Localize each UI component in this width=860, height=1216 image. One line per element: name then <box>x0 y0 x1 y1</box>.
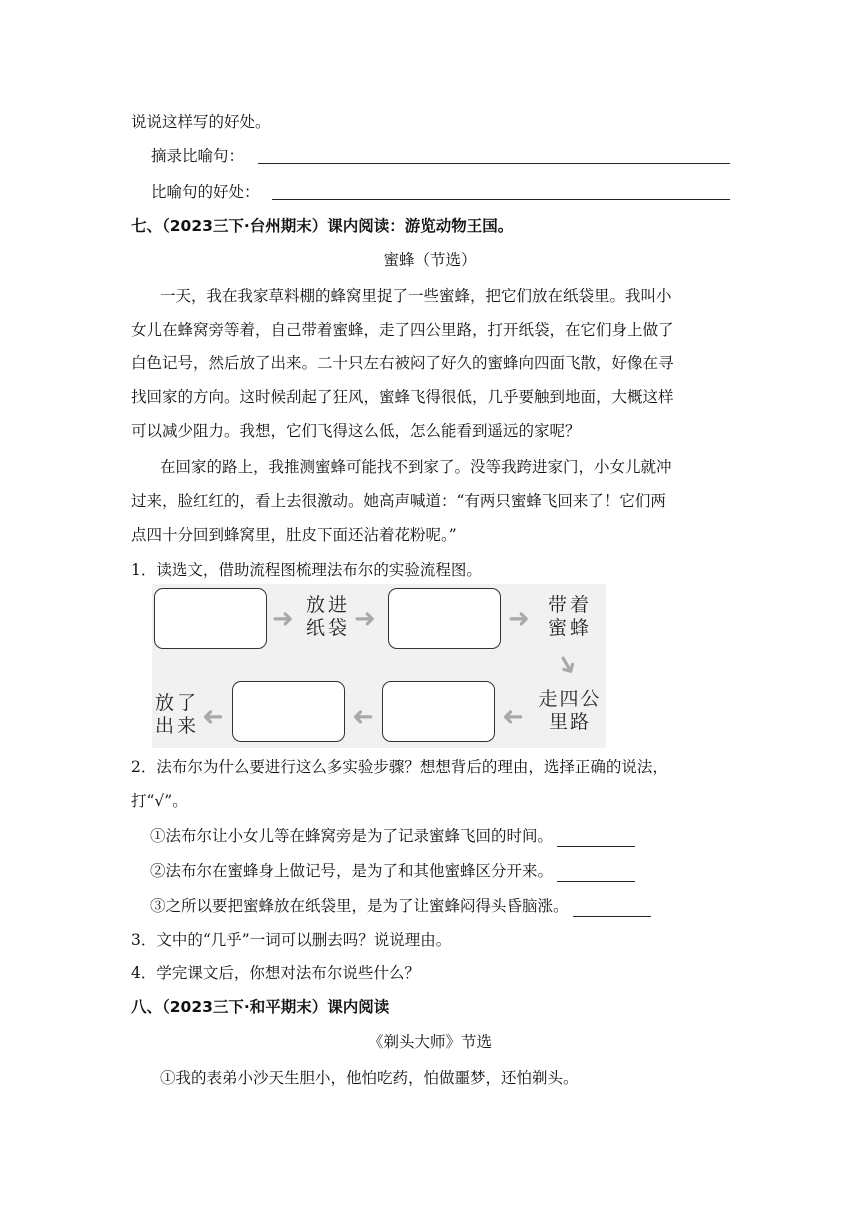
section7-title: 蜜蜂（节选） <box>383 251 477 269</box>
flow-label-put-in-bag: 放进 纸袋 <box>305 594 350 639</box>
para2-line: 过来，脸红红的，看上去很激动。她高声喊道：“有两只蜜蜂飞回来了！它们两 <box>131 492 666 510</box>
para1-line: 找回家的方向。这时候刮起了狂风，蜜蜂飞得很低，几乎要触到地面，大概这样 <box>131 388 674 406</box>
q2-option-3-answer-blank[interactable] <box>573 900 651 917</box>
para1-line: 一天，我在我家草料棚的蜂窝里捉了一些蜜蜂，把它们放在纸袋里。我叫小 <box>160 287 672 305</box>
left-arrow-icon: ➜ <box>352 702 374 732</box>
flow-blank-box-4[interactable] <box>232 681 345 742</box>
flow-label-walk-4km: 走四公 里路 <box>538 688 602 733</box>
section8-heading: 八、（2023三下·和平期末）课内阅读 <box>131 998 390 1016</box>
left-arrow-icon: ➜ <box>202 702 224 732</box>
flow-blank-box-1[interactable] <box>154 588 267 649</box>
section8-para1: ①我的表弟小沙天生胆小，他怕吃药，怕做噩梦，还怕剃头。 <box>160 1069 579 1087</box>
question-2-line1: 2．法布尔为什么要进行这么多实验步骤？想想背后的理由，选择正确的说法， <box>131 758 668 776</box>
q2-option-3: ③之所以要把蜜蜂放在纸袋里，是为了让蜜蜂闷得头昏脑涨。 <box>150 895 651 917</box>
intro-tail-text: 说说这样写的好处。 <box>131 113 271 131</box>
flow-blank-box-3[interactable] <box>382 681 495 742</box>
q2-option-1: ①法布尔让小女儿等在蜂窝旁是为了记录蜜蜂飞回的时间。 <box>150 825 635 847</box>
para1-line: 女儿在蜂窝旁等着，自己带着蜜蜂，走了四公里路，打开纸袋，在它们身上做了 <box>131 321 674 339</box>
benefit-label: 比喻句的好处： <box>151 183 260 201</box>
question-1: 1．读选文，借助流程图梳理法布尔的实验流程图。 <box>131 561 482 579</box>
question-3: 3．文中的“几乎”一词可以删去吗？说说理由。 <box>131 931 452 949</box>
q2-option-1-answer-blank[interactable] <box>557 830 635 847</box>
simile-answer-line[interactable] <box>258 163 730 164</box>
section8-title: 《剃头大师》节选 <box>367 1033 492 1051</box>
down-arrow-icon: ➜ <box>548 648 586 682</box>
question-2-line2: 打“√”。 <box>131 792 188 810</box>
question-4: 4．学完课文后，你想对法布尔说些什么？ <box>131 964 420 982</box>
section7-heading: 七、（2023三下·台州期末）课内阅读：游览动物王国。 <box>131 217 514 235</box>
right-arrow-icon: ➜ <box>508 604 530 634</box>
experiment-flowchart <box>152 584 606 748</box>
flow-label-carry-bees: 带着 蜜蜂 <box>547 594 592 639</box>
flow-label-release: 放了 出来 <box>154 692 199 737</box>
para1-line: 可以减少阻力。我想，它们飞得这么低，怎么能看到遥远的家呢？ <box>131 422 581 440</box>
simile-label: 摘录比喻句： <box>151 147 245 165</box>
q2-option-2-answer-blank[interactable] <box>557 865 635 882</box>
q2-option-2: ②法布尔在蜜蜂身上做记号，是为了和其他蜜蜂区分开来。 <box>150 860 635 882</box>
right-arrow-icon: ➜ <box>354 604 376 634</box>
benefit-answer-line[interactable] <box>272 199 730 200</box>
right-arrow-icon: ➜ <box>272 604 294 634</box>
left-arrow-icon: ➜ <box>502 702 524 732</box>
flow-blank-box-2[interactable] <box>388 588 501 649</box>
para2-line: 点四十分回到蜂窝里，肚皮下面还沾着花粉呢。” <box>131 526 457 544</box>
para1-line: 白色记号，然后放了出来。二十只左右被闷了好久的蜜蜂向四面飞散，好像在寻 <box>131 354 674 372</box>
para2-line: 在回家的路上，我推测蜜蜂可能找不到家了。没等我跨进家门，小女儿就冲 <box>160 458 672 476</box>
